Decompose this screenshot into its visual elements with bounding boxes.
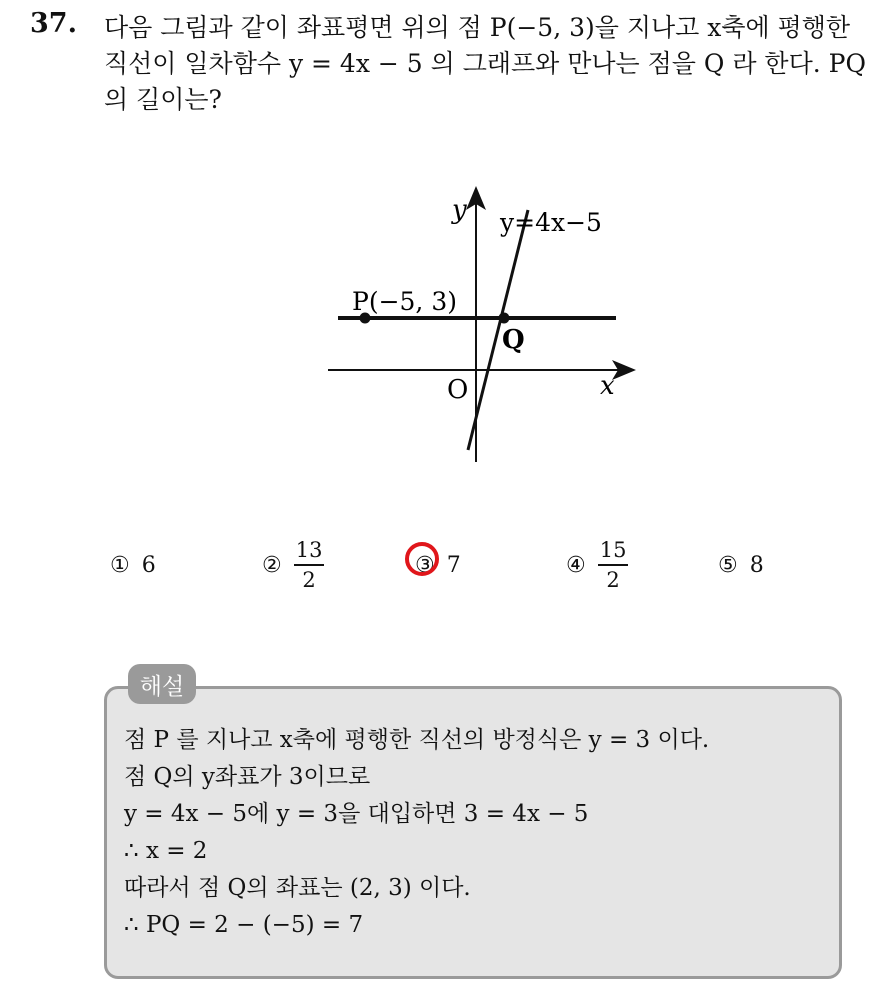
choice-4-fraction (598, 538, 629, 592)
choice-4[interactable] (566, 530, 628, 600)
fraction-bar (294, 564, 325, 566)
point-q (499, 313, 510, 324)
choice-2-numerator: 13 (295, 538, 323, 562)
point-q-label: Q (502, 325, 525, 355)
choice-2-marker: ② (262, 552, 282, 578)
fraction-bar (598, 564, 629, 566)
explanation-line-1: 점 P 를 지나고 x축에 평행한 직선의 방정식은 y = 3 이다. (124, 727, 710, 753)
y-axis-label: y (452, 195, 467, 225)
explanation-text (124, 722, 709, 944)
choice-1[interactable] (110, 530, 156, 600)
question-line-2: 직선이 일차함수 y = 4x − 5 의 그래프와 만나는 점을 Q 라 한다. PQ (104, 49, 866, 78)
choice-5[interactable] (718, 530, 764, 600)
explanation-line-4: ∴ x = 2 (124, 838, 208, 864)
explanation-line-3: y = 4x − 5에 y = 3을 대입하면 3 = 4x − 5 (124, 801, 589, 827)
answer-choices (0, 530, 884, 600)
choice-3-value: 7 (446, 552, 461, 578)
choice-4-marker: ④ (566, 552, 586, 578)
line-label: y=4x−5 (500, 208, 602, 237)
point-p-label: P(−5, 3) (352, 287, 457, 316)
choice-2[interactable] (262, 530, 324, 600)
choice-5-marker: ⑤ (718, 552, 738, 578)
question-number: 37. (30, 8, 77, 39)
choice-1-marker: ① (110, 552, 130, 578)
origin-label: O (447, 375, 469, 405)
explanation-tag: 해설 (128, 664, 196, 704)
x-axis-label: x (600, 371, 615, 401)
question-line-3: 의 길이는? (104, 85, 222, 114)
choice-5-value: 8 (749, 552, 764, 578)
explanation-line-2: 점 Q의 y좌표가 3이므로 (124, 764, 371, 790)
explanation-line-5: 따라서 점 Q의 좌표는 (2, 3) 이다. (124, 875, 471, 901)
explanation-line-6: ∴ PQ = 2 − (−5) = 7 (124, 912, 364, 938)
choice-3-marker: ③ (415, 552, 435, 578)
selected-answer-circle (405, 542, 439, 576)
choice-1-value: 6 (141, 552, 156, 578)
choice-3[interactable] (415, 530, 461, 600)
choice-2-denominator: 2 (302, 568, 316, 592)
choice-4-denominator: 2 (606, 568, 620, 592)
choice-2-fraction (294, 538, 325, 592)
question-line-1: 다음 그림과 같이 좌표평면 위의 점 P(−5, 3)을 지나고 x축에 평행한 (104, 13, 851, 42)
choice-4-numerator: 15 (599, 538, 627, 562)
